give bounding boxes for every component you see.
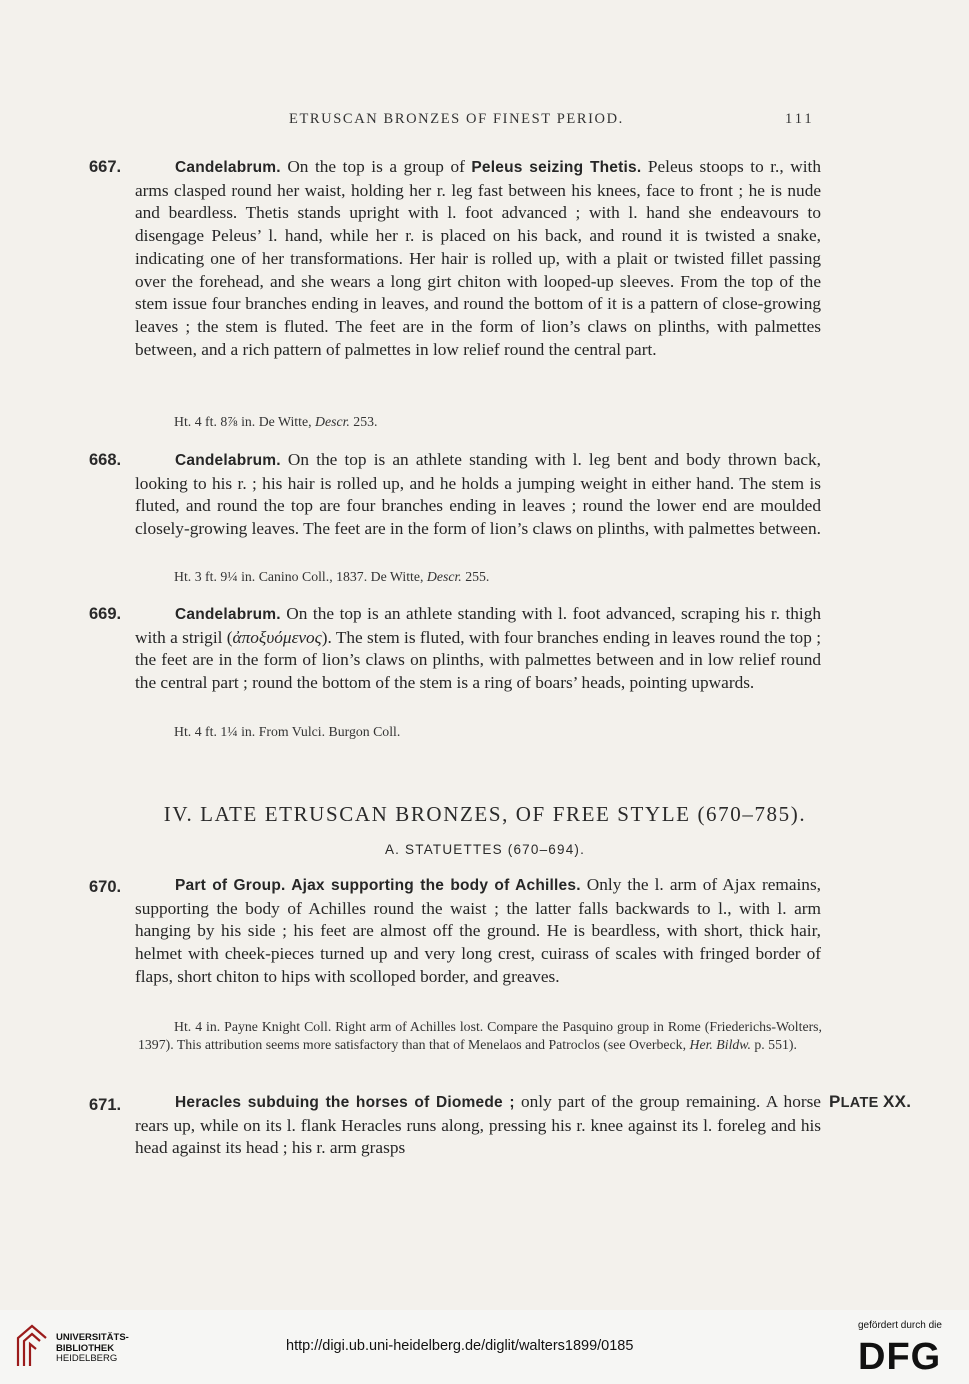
entry-671-text: Heracles subduing the horses of Diomede ; only part of the group remaining. A horse rears up, while on its l. flank Heracles runs along, pressing his r. knee against its l. foreleg and his head against its head ; his r. arm grasps	[135, 1092, 821, 1158]
entry-669-note: Ht. 4 ft. 1¼ in. From Vulci. Burgon Coll.	[174, 724, 401, 739]
plate-reference: PLATE XX.	[829, 1092, 912, 1111]
running-header: ETRUSCAN BRONZES OF FINEST PERIOD.	[289, 111, 624, 127]
greek-term: ἀποξυόμενος	[232, 627, 322, 647]
entry-668-text: Candelabrum. On the top is an athlete standing with l. leg bent and body thrown back, looking to his r. ; his hair is rolled up, and he holds a jumping weight in either hand. The stem is fluted, and round the top are four branches ending in leaves ; round the lower end are moulded closely-growing leaves. The feet are in the form of lion’s claws on plinths, with palmettes between.	[135, 450, 821, 539]
entry-671-title: Heracles subduing the horses of Diomede ;	[175, 1094, 515, 1111]
entry-668-title: Candelabrum.	[175, 452, 281, 469]
entry-667-subject: Peleus seizing Thetis.	[471, 159, 642, 176]
section-title: IV. LATE ETRUSCAN BRONZES, OF FREE STYLE (670–785).	[163, 802, 807, 826]
entry-667-title: Candelabrum.	[175, 159, 281, 176]
entry-number-668: 668.	[89, 451, 122, 469]
entry-number-669: 669.	[89, 605, 122, 623]
page-number: 111	[785, 111, 815, 127]
entry-number-667: 667.	[89, 158, 122, 176]
entry-667-note: Ht. 4 ft. 8⅞ in. De Witte, Descr. 253.	[174, 414, 378, 429]
entry-668-note: Ht. 3 ft. 9¼ in. Canino Coll., 1837. De Witte, Descr. 255.	[174, 569, 490, 584]
entry-667-text: Candelabrum. On the top is a group of Peleus seizing Thetis. Peleus stoops to r., with arms clasped round her waist, holding her r. leg fast between his knees, face to front ; he is nude and beardless. Thetis stands upright with l. foot advanced ; with l. hand she endeavours to disengage Peleus’ l. hand, while her r. is placed on his back, and round it is twisted a snake, indicating one of her transformations. Her hair is rolled up, with a plait or twisted fillet passing over the forehead, and she wears a long girt chiton with looped-up sleeves. From the top of the stem issue four branches ending in leaves, and round the bottom of it is a pattern of close-growing leaves ; the stem is fluted. The feet are in the form of lion’s claws on plinths, with palmettes between, and a rich pattern of palmettes in low relief round the central part.	[135, 157, 821, 359]
entry-number-670: 670.	[89, 878, 122, 896]
entry-669-title: Candelabrum.	[175, 606, 281, 623]
entry-670-title: Part of Group. Ajax supporting the body of Achilles.	[175, 877, 581, 894]
entry-number-671: 671.	[89, 1096, 122, 1114]
library-name: UNIVERSITÄTS- BIBLIOTHEK HEIDELBERG	[56, 1332, 129, 1364]
permalink-url[interactable]: http://digi.ub.uni-heidelberg.de/diglit/walters1899/0185	[286, 1338, 634, 1354]
entry-669-text: Candelabrum. On the top is an athlete standing with l. foot advanced, scraping his r. thigh with a strigil (ἀποξυόμενος). The stem is fluted, with four branches ending in leaves round the top ; the feet are in the form of lion’s claws on plinths, with palmettes between and in low relief round the central part ; round the bottom of the stem is a ring of boars’ heads, pointing upwards.	[135, 604, 821, 693]
section-subtitle: A. STATUETTES (670–694).	[384, 842, 586, 857]
dfg-logo: DFG	[858, 1336, 942, 1378]
entry-670-note: Ht. 4 in. Payne Knight Coll. Right arm of Achilles lost. Compare the Pasquino group in Rome (Friederichs-Wolters, 1397). This attribution seems more satisfactory than that of Menelaos and Patroclos (see Overbeck, Her. Bildw. p. 551).	[138, 1019, 822, 1052]
entry-670-text: Part of Group. Ajax supporting the body of Achilles. Only the l. arm of Ajax remains, supporting the body of Achilles round the waist ; the latter falls backwards to l., with l. arm hanging by his side ; his feet are almost off the ground. He is beardless, with short, thick hair, helmet with cheek-pieces turned up and very long crest, cuirass of scales with fringed border of flaps, short chiton to hips with scolloped border, and greaves.	[135, 875, 821, 986]
funding-label: gefördert durch die	[858, 1320, 942, 1331]
library-logo-icon	[14, 1322, 50, 1370]
